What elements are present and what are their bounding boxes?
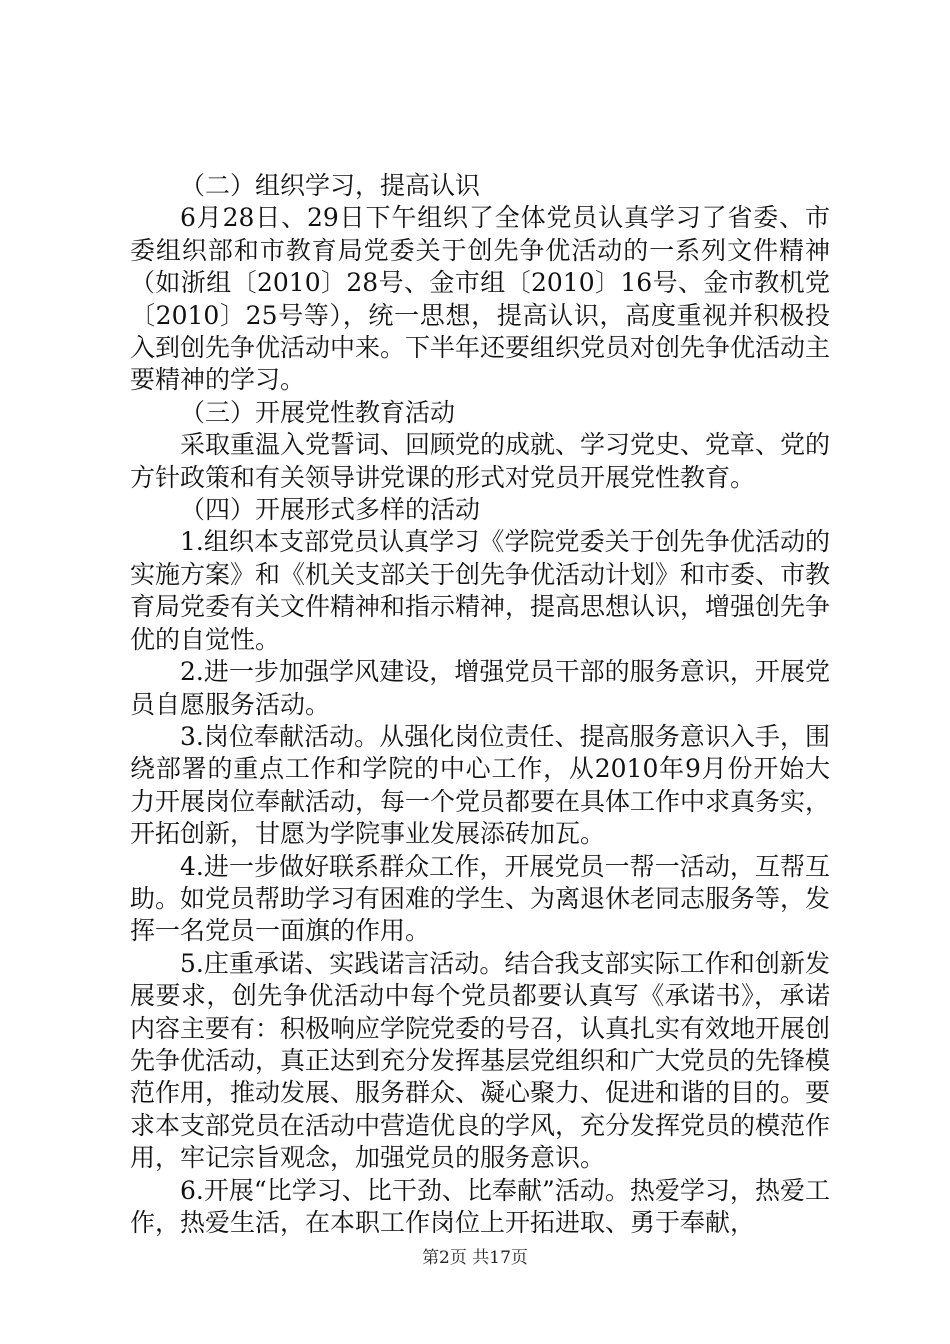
section-heading-3: （三）开展党性教育活动 <box>180 397 456 427</box>
list-item-3: 3.岗位奉献活动。从强化岗位责任、提高服务意识入手，围绕部署的重点工作和学院的中心工作，从2010年9月份开始大力开展岗位奉献活动，每一个党员都要在具体工作中求真务实，开拓创新，甘愿为学院事业发展添砖加瓦。 <box>130 721 831 849</box>
section-heading-2: （二）组织学习，提高认识 <box>180 171 481 200</box>
list-item-6: 6.开展“比学习、比干劲、比奉献”活动。热爱学习，热爱工作，热爱生活，在本职工作岗位上开拓进取、勇于奉献， <box>130 1175 830 1237</box>
section-heading-4: （四）开展形式多样的活动 <box>180 495 481 525</box>
paragraph-study: 6月28日、29日下午组织了全体党员认真学习了省委、市委组织部和市教育局党委关于创先争优活动的一系列文件精神（如浙组〔2010〕28号、金市组〔2010〕16号、金市教机党〔2010〕25号等），统一思想，提高认识，高度重视并积极投入到创先争优活动中来。下半年还要组织党员对创先争优活动主要精神的学习。 <box>130 203 831 395</box>
list-item-1: 1.组织本支部党员认真学习《学院党委关于创先争优活动的实施方案》和《机关支部关于创先争优活动计划》和市委、市教育局党委有关文件精神和指示精神，提高思想认识，增强创先争优的自觉性。 <box>130 527 831 654</box>
paragraph-party-education: 采取重温入党誓词、回顾党的成就、学习党史、党章、党的方针政策和有关领导讲党课的形式对党员开展党性教育。 <box>130 430 831 492</box>
list-item-5: 5.庄重承诺、实践诺言活动。结合我支部实际工作和创新发展要求，创先争优活动中每个党员都要认真写《承诺书》，承诺内容主要有：积极响应学院党委的号召，认真扎实有效地开展创先争优活动，真正达到充分发挥基层党组织和广大党员的先锋模范作用，推动发展、服务群众、凝心聚力、促进和谐的目的。要求本支部党员在活动中营造优良的学风，充分发挥党员的模范作用，牢记宗旨观念，加强党员的服务意识。 <box>130 948 831 1173</box>
page-number-footer: 第2页 共17页 <box>422 1248 528 1268</box>
document-body <box>130 170 830 1239</box>
list-item-4: 4.进一步做好联系群众工作，开展党员一帮一活动，互帮互助。如党员帮助学习有困难的学生、为离退休老同志服务等，发挥一名党员一面旗的作用。 <box>130 851 831 946</box>
list-item-2: 2.进一步加强学风建设，增强党员干部的服务意识，开展党员自愿服务活动。 <box>130 657 830 719</box>
